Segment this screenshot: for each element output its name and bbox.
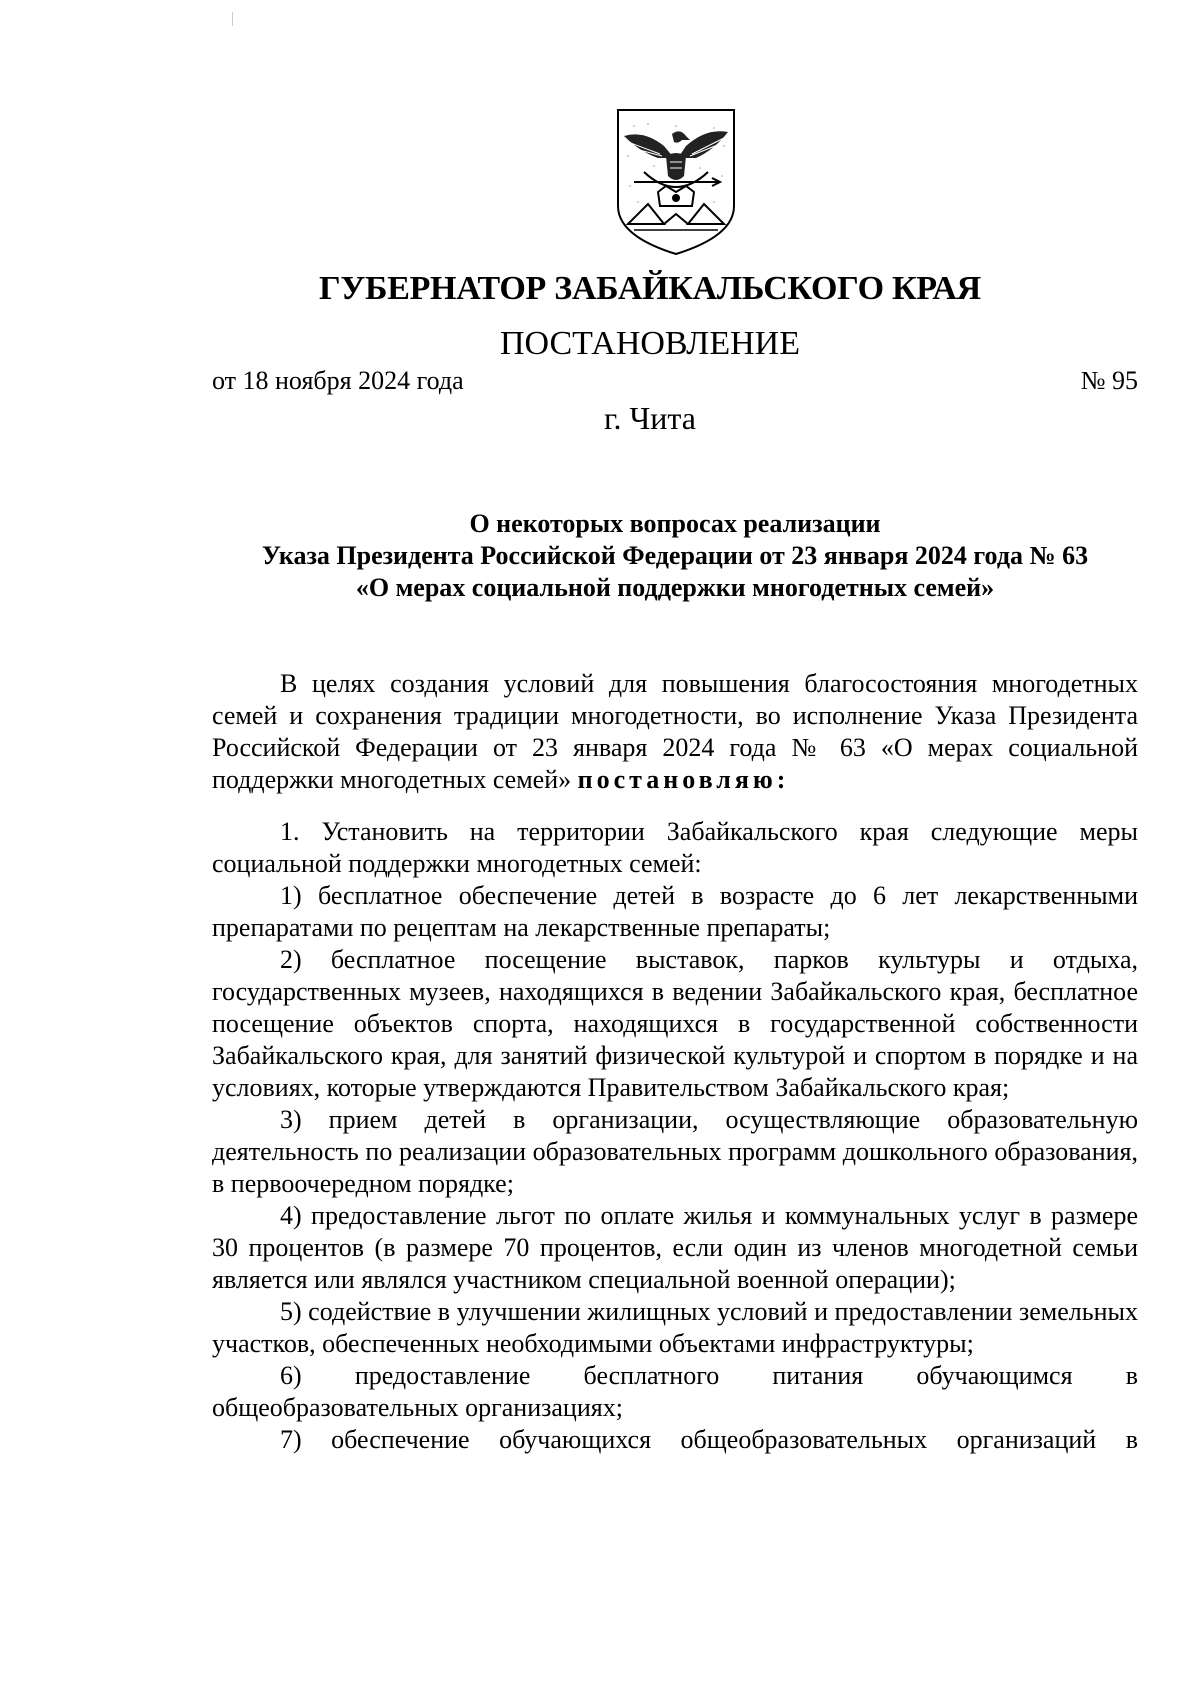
heading-line-3: «О мерах социальной поддержки многодетных семей» <box>355 573 995 602</box>
item-1: 1. Установить на территории Забайкальского края следующие меры социальной поддержки многодетных семей: <box>212 817 1138 878</box>
subitem-4: 4) предоставление льгот по оплате жилья и коммунальных услуг в размере 30 процентов (в размере 70 процентов, если один из членов многодетной семьи является или являлся участником специальной военной операции); <box>212 1201 1138 1294</box>
issuer-title: ГУБЕРНАТОР ЗАБАЙКАЛЬСКОГО КРАЯ <box>319 270 981 307</box>
subitem-5: 5) содействие в улучшении жилищных условий и предоставлении земельных участков, обеспеченных необходимыми объектами инфраструктуры; <box>212 1297 1138 1358</box>
coat-of-arms-emblem <box>614 106 738 258</box>
preamble-paragraph <box>212 668 1138 796</box>
preamble-text: В целях создания условий для повышения благосостояния многодетных семей и сохранения традиции многодетности, во исполнение Указа Президента Российской Федерации от 23 января 2024 года № 63 «О мерах социальной поддержки многодетных семей» <box>212 669 1138 794</box>
subitem-6: 6) предоставление бесплатного питания обучающимся в общеобразовательных организациях; <box>212 1361 1138 1422</box>
document-date: от 18 ноября 2024 года <box>212 366 464 395</box>
document-city: г. Чита <box>603 400 696 436</box>
document-heading <box>212 508 1138 604</box>
decree-word: постановляю: <box>577 765 790 794</box>
scan-artifact <box>232 12 233 26</box>
subitem-2: 2) бесплатное посещение выставок, парков культуры и отдыха, государственных музеев, находящихся в ведении Забайкальского края, бесплатное посещение объектов спорта, находящихся в государственной собственности Забайкальского края, для занятий физической культурой и спортом в порядке и на условиях, которые утверждаются Правительством Забайкальского края; <box>212 945 1138 1102</box>
subitem-3: 3) прием детей в организации, осуществляющие образовательную деятельность по реализации образовательных программ дошкольного образования, в первоочередном порядке; <box>212 1105 1138 1198</box>
heading-line-1: О некоторых вопросах реализации <box>469 509 881 538</box>
document-type: ПОСТАНОВЛЕНИЕ <box>499 325 801 362</box>
subitem-7: 7) обеспечение обучающихся общеобразовательных организаций в <box>280 1425 1138 1454</box>
subitem-1: 1) бесплатное обеспечение детей в возрасте до 6 лет лекарственными препаратами по рецептам на лекарственные препараты; <box>212 881 1138 942</box>
document-number: № 95 <box>1080 366 1138 395</box>
document-body <box>212 668 1138 1456</box>
heading-line-2: Указа Президента Российской Федерации от 23 января 2024 года № 63 <box>261 541 1089 570</box>
